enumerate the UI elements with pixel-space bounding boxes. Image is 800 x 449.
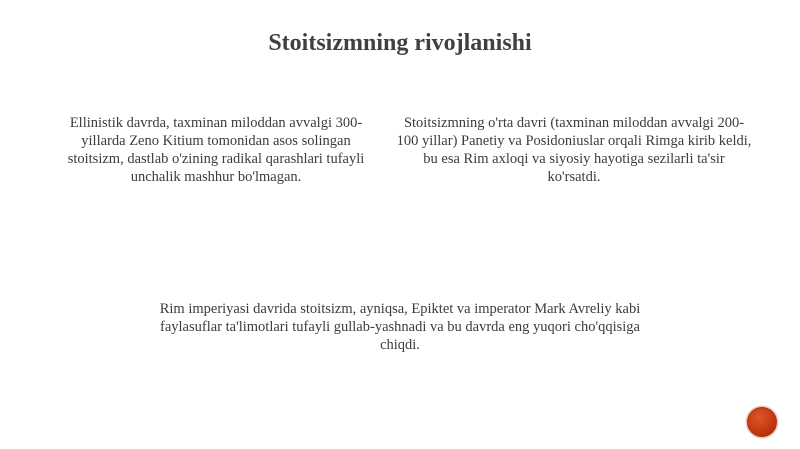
paragraph-roman-stoa: Rim imperiyasi davrida stoitsizm, ayniqsa, Epiktet va imperator Mark Avreliy kabi faylasuflar ta'limotlari tufayli gullab-yashnadi va bu davrda eng yuqori cho'qqisiga chiqdi.: [159, 301, 641, 353]
slide-title: Stoitsizmning rivojlanishi: [268, 30, 532, 56]
paragraph-hellenistic: Ellinistik davrda, taxminan miloddan avvalgi 300-yillarda Zeno Kitium tomonidan asos solingan stoitsizm, dastlab o'zining radikal qarashlari tufayli unchalik mashhur bo'lmagan.: [67, 115, 365, 185]
next-slide-button[interactable]: [747, 407, 777, 437]
paragraph-middle-stoa: Stoitsizmning o'rta davri (taxminan miloddan avvalgi 200-100 yillar) Panetiy va Posidoniuslar orqali Rimga kirib keldi, bu esa Rim axloqi va siyosiy hayotiga sezilarli ta'sir ko'rsatdi.: [396, 115, 752, 185]
